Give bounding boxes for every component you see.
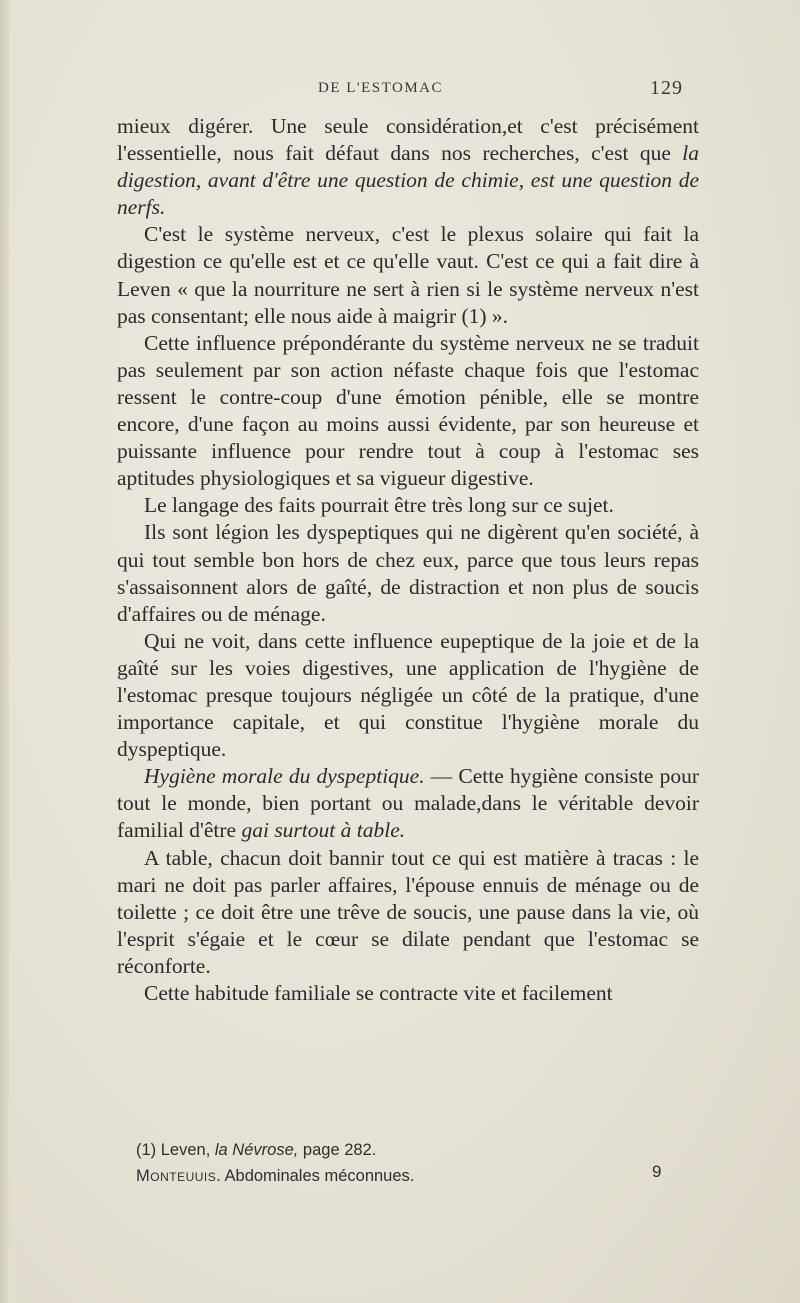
running-title: DE L'ESTOMAC	[318, 80, 444, 96]
paragraph-8: A table, chacun doit bannir tout ce qui est matière à tracas : le mari ne doit pas parler affaires, l'épouse ennuis de ménage ou de toilette ; ce doit être une trêve de soucis, une pause dans la vie, où l'esprit s'égaie et le cœur se dilate pendant que l'estomac se réconforte.	[117, 845, 699, 978]
paragraph-3: Cette influence prépondérante du système nerveux ne se traduit pas seulement par son action néfaste chaque fois que l'estomac ressent le contre-coup d'une émotion pénible, elle se montre encore, d'une façon au moins aussi évidente, par son heureuse et puissante influence pour rendre tout à coup à l'estomac ses aptitudes physiologiques et sa vigueur digestive.	[117, 330, 699, 491]
paragraph-9: Cette habitude familiale se contracte vite et facilement	[144, 981, 613, 1005]
footnote-area	[136, 1137, 676, 1189]
paragraph-1-emphasis: la digestion, avant d'être une question de chimie, est une question de nerfs.	[117, 141, 699, 220]
signature-author: Monteuuis	[136, 1167, 217, 1185]
signature-title: . Abdominales méconnues.	[216, 1167, 415, 1185]
signature-number: 9	[652, 1162, 662, 1181]
paragraph-1-text: mieux digérer. Une seule considération,et c'est précisément l'essentielle, nous fait défaut dans nos recherches, c'est que	[117, 114, 699, 166]
footnote-marker: (1) Leven,	[136, 1141, 215, 1159]
signature-line	[136, 1163, 676, 1189]
page-number: 129	[650, 77, 683, 99]
paragraph-6: Qui ne voit, dans cette influence eupeptique de la joie et de la gaîté sur les voies digestives, une application de l'hygiène de l'estomac presque toujours négligée un côté de la pratique, d'une importance capitale, et qui constitue l'hygiène morale du dyspeptique.	[117, 628, 699, 762]
footnote-1	[136, 1137, 676, 1163]
body-text	[117, 113, 699, 1007]
paragraph-7-text: — Cette hygiène consiste pour tout le monde, bien portant ou malade,dans le véritable devoir familial d'être	[117, 764, 700, 843]
paragraph-1	[117, 113, 699, 221]
paragraph-7	[117, 763, 699, 844]
page-spine-edge	[0, 0, 10, 1303]
footnote-rest: page 282.	[298, 1141, 377, 1159]
paragraph-5: Ils sont légion les dyspeptiques qui ne digèrent qu'en société, à qui tout semble bon hors de chez eux, parce que tous leurs repas s'assaisonnent alors de gaîté, de distraction et non plus de soucis d'affaires ou de ménage.	[117, 520, 699, 626]
footnote-title: la Névrose,	[214, 1141, 299, 1159]
section-heading-italic: Hygiène morale du dyspeptique.	[144, 764, 425, 789]
paragraph-7-emphasis: gai surtout à table.	[241, 818, 406, 843]
paragraph-4: Le langage des faits pourrait être très long sur ce sujet.	[144, 493, 614, 518]
paragraph-2: C'est le système nerveux, c'est le plexus solaire qui fait la digestion ce qu'elle est et ce qu'elle vaut. C'est ce qui a fait dire à Leven « que la nourriture ne sert à rien si le système nerveux n'est pas consentant; elle nous aide à maigrir (1) ».	[117, 222, 699, 328]
